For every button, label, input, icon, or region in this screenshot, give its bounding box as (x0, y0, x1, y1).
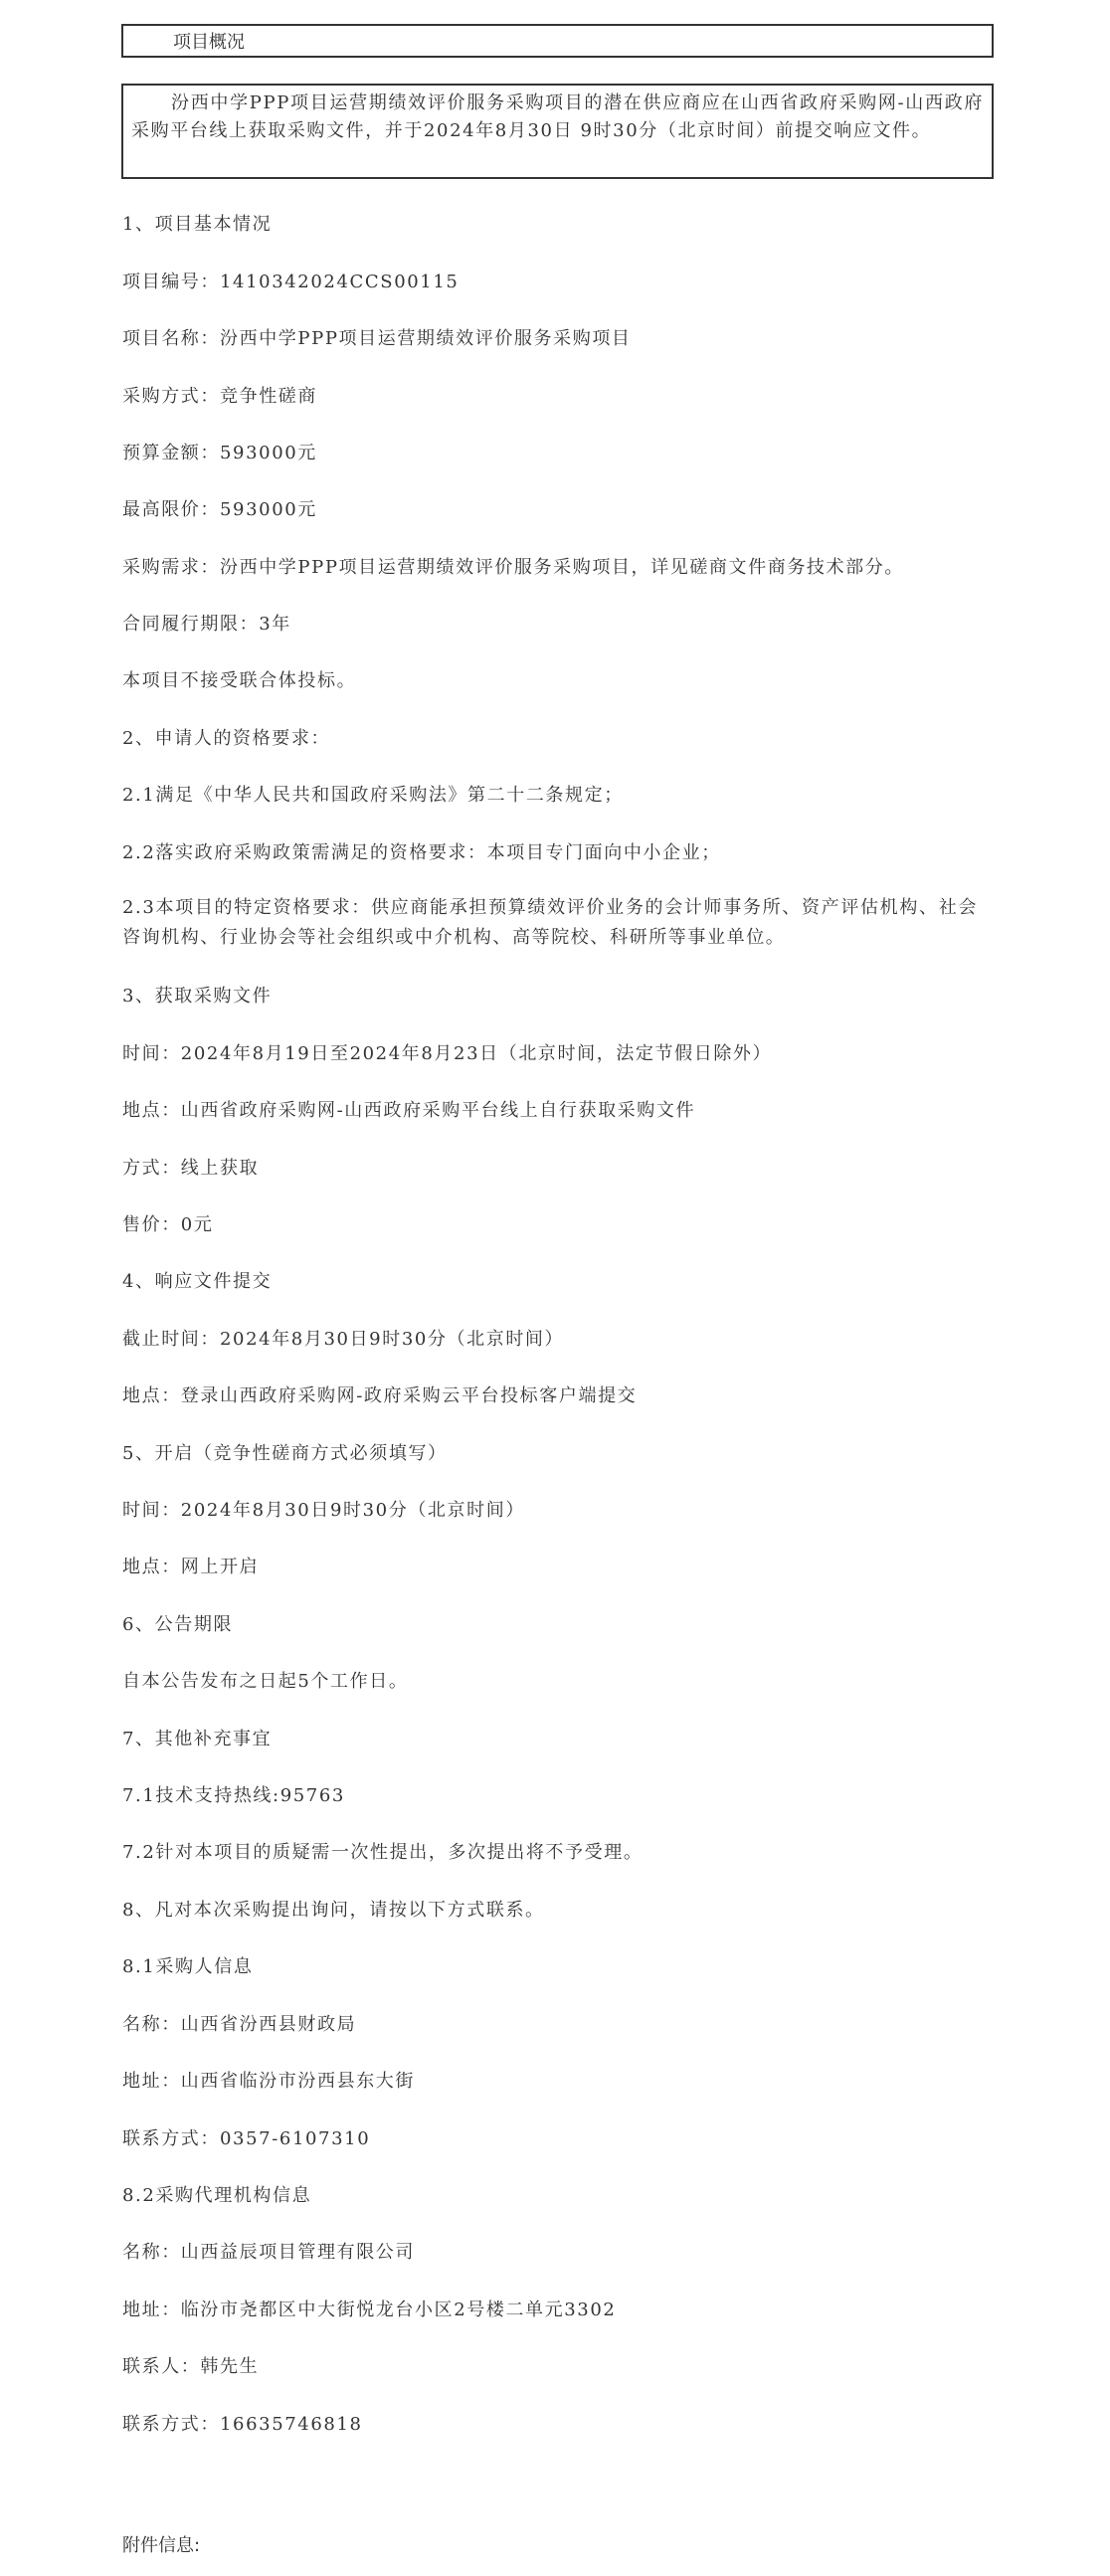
agency-info-heading: 8.2采购代理机构信息 (122, 2185, 312, 2206)
opening-location: 地点：网上开启 (122, 1557, 260, 1577)
qualification-2-3: 2.3本项目的特定资格要求：供应商能承担预算绩效评价业务的会计师事务所、资产评估机构、社会咨询机构、行业协会等社会组织或中介机构、高等院校、科研所等事业单位。 (122, 897, 978, 948)
agency-name: 名称：山西益辰项目管理有限公司 (122, 2242, 415, 2263)
overview-title-box (121, 24, 994, 58)
attachment-info-label: 附件信息: (122, 2535, 201, 2556)
submission-deadline: 截止时间：2024年8月30日9时30分（北京时间） (122, 1329, 565, 1350)
project-name: 项目名称：汾西中学PPP项目运营期绩效评价服务采购项目 (122, 328, 632, 349)
max-price: 最高限价：593000元 (122, 499, 317, 520)
section-heading-basic-info: 1、项目基本情况 (122, 214, 273, 235)
section-heading-opening: 5、开启（竞争性磋商方式必须填写） (122, 1443, 448, 1464)
opening-time: 时间：2024年8月30日9时30分（北京时间） (122, 1500, 525, 1521)
section-heading-qualification: 2、申请人的资格要求： (122, 728, 331, 749)
obtain-time: 时间：2024年8月19日至2024年8月23日（北京时间，法定节假日除外） (122, 1043, 773, 1064)
purchaser-name: 名称：山西省汾西县财政局 (122, 2014, 357, 2035)
qualification-2-2: 2.2落实政府采购政策需满足的资格要求：本项目专门面向中小企业； (122, 842, 721, 863)
contract-period: 合同履行期限：3年 (122, 614, 291, 635)
overview-title: 项目概况 (173, 32, 245, 53)
agency-phone: 联系方式：16635746818 (122, 2414, 363, 2435)
section-heading-obtain-docs: 3、获取采购文件 (122, 986, 273, 1007)
project-number: 项目编号：1410342024CCS00115 (122, 272, 460, 292)
agency-address: 地址：临汾市尧都区中大街悦龙台小区2号楼二单元3302 (122, 2300, 617, 2320)
purchaser-info-heading: 8.1采购人信息 (122, 1956, 254, 1977)
section-heading-notice-period: 6、公告期限 (122, 1614, 234, 1635)
budget-amount: 预算金额：593000元 (122, 443, 317, 463)
notice-period: 自本公告发布之日起5个工作日。 (122, 1671, 409, 1692)
qualification-2-1: 2.1满足《中华人民共和国政府采购法》第二十二条规定； (122, 785, 624, 806)
overview-intro-box: 汾西中学PPP项目运营期绩效评价服务采购项目的潜在供应商应在山西省政府采购网-山西政府采购平台线上获取采购文件，并于2024年8月30日 9时30分（北京时间）前提交响应文件。 (121, 84, 994, 179)
purchaser-phone: 联系方式：0357-6107310 (122, 2128, 371, 2149)
section-heading-supplementary: 7、其他补充事宜 (122, 1729, 273, 1749)
purchaser-address: 地址：山西省临汾市汾西县东大街 (122, 2071, 415, 2092)
query-rule: 7.2针对本项目的质疑需一次性提出，多次提出将不予受理。 (122, 1842, 644, 1863)
obtain-method: 方式：线上获取 (122, 1158, 260, 1179)
support-hotline: 7.1技术支持热线:95763 (122, 1785, 345, 1806)
obtain-price: 售价：0元 (122, 1214, 214, 1235)
submission-location: 地点：登录山西政府采购网-政府采购云平台投标客户端提交 (122, 1385, 638, 1406)
procurement-requirement: 采购需求：汾西中学PPP项目运营期绩效评价服务采购项目，详见磋商文件商务技术部分。 (122, 557, 904, 578)
section-heading-contact: 8、凡对本次采购提出询问，请按以下方式联系。 (122, 1900, 545, 1921)
no-consortium: 本项目不接受联合体投标。 (122, 670, 357, 691)
procurement-method: 采购方式：竞争性磋商 (122, 386, 317, 407)
section-heading-submission: 4、响应文件提交 (122, 1271, 273, 1292)
obtain-location: 地点：山西省政府采购网-山西政府采购平台线上自行获取采购文件 (122, 1100, 696, 1121)
agency-contact-person: 联系人：韩先生 (122, 2356, 260, 2377)
